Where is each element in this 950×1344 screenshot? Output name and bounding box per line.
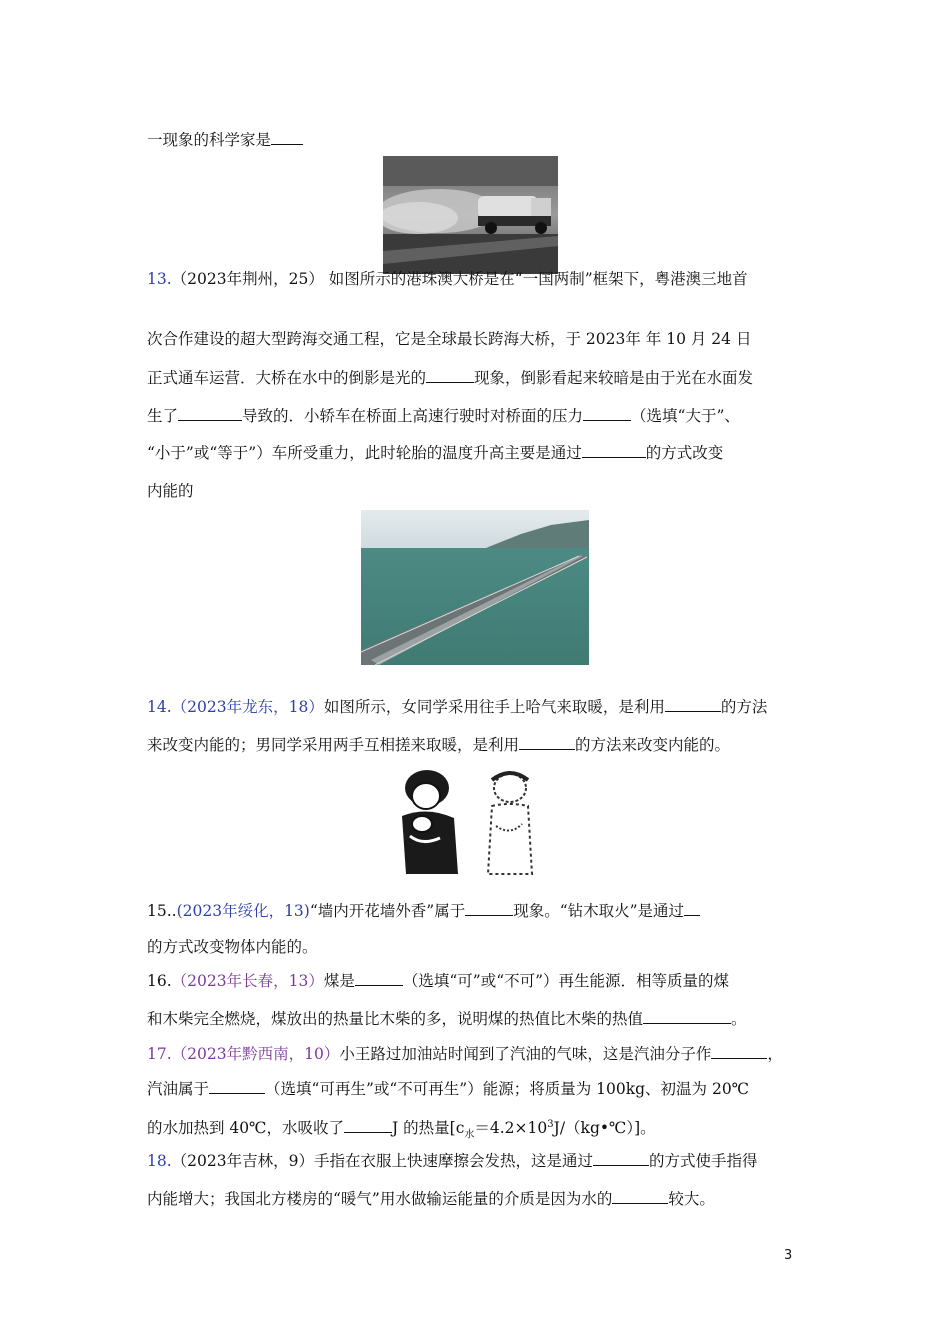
- answer-blank[interactable]: [519, 735, 575, 750]
- q13-line-4: 生了 导致的．小轿车在桥面上高速行驶时对桥面的压力 （选填“大于”、: [147, 407, 740, 425]
- answer-blank[interactable]: [271, 130, 303, 145]
- q16-line-2: 和木柴完全燃烧，煤放出的热量比木柴的多，说明煤的热值比木柴的热值 。: [147, 1010, 747, 1028]
- answer-blank[interactable]: [643, 1009, 731, 1024]
- q15-line-2: 的方式改变物体内能的。: [147, 938, 318, 956]
- q18-line-1: 18.（2023年吉林，9）手指在衣服上快速摩擦会发热，这是通过 的方式使手指得: [147, 1152, 758, 1170]
- q13-line-5: “小于”或“等于”）车所受重力，此时轮胎的温度升高主要是通过 的方式改变: [147, 444, 724, 462]
- answer-blank[interactable]: [178, 406, 242, 421]
- spray-truck-photo: [383, 156, 558, 274]
- answer-blank[interactable]: [582, 443, 646, 458]
- answer-blank[interactable]: [465, 901, 513, 916]
- q14-line-2: 来改变内能的；男同学采用两手互相搓来取暖，是利用 的方法来改变内能的。: [147, 736, 731, 754]
- q17-line-1: 17.（2023年黔西南，10）小王路过加油站时闻到了汽油的气味，这是汽油分子作 ，: [147, 1045, 783, 1063]
- q14-line-1: 14.（2023年龙东，18）如图所示，女同学采用往手上哈气来取暖，是利用 的方法: [147, 698, 768, 716]
- q13-line-6: 内能的: [147, 482, 194, 500]
- q16-line-1: 16.（2023年长春，13）煤是 （选填“可”或“不可”）再生能源．相等质量的煤: [147, 972, 730, 990]
- answer-blank[interactable]: [209, 1079, 265, 1094]
- page-number: 3: [784, 1248, 793, 1263]
- answer-blank[interactable]: [711, 1044, 767, 1059]
- answer-blank[interactable]: [583, 406, 631, 421]
- q13-line-1: 13.（2023年荆州，25） 如图所示的港珠澳大桥是在“一国两制”框架下，粤港澳三地首: [147, 270, 748, 288]
- bridge-photo: [361, 510, 589, 665]
- answer-blank[interactable]: [612, 1189, 668, 1204]
- q15-line-1: 15..(2023年绥化，13)“墙内开花墙外香”属于 现象。“钻木取火”是通过: [147, 900, 700, 922]
- continuation-line: 一现象的科学家是: [147, 129, 303, 151]
- q17-line-2: 汽油属于 （选填“可再生”或“不可再生”）能源；将质量为 100kg、初温为 20℃: [147, 1080, 750, 1098]
- answer-blank[interactable]: [593, 1151, 649, 1166]
- answer-blank[interactable]: [344, 1118, 392, 1133]
- q13-line-3: 正式通车运营．大桥在水中的倒影是光的 现象，倒影看起来较暗是由于光在水面发: [147, 369, 754, 387]
- q13-line-2: 次合作建设的超大型跨海交通工程，它是全球最长跨海大桥，于 2023年 年 10 月 24 日: [147, 330, 752, 348]
- q17-line-3: 的水加热到 40℃，水吸收了 J 的热量$[c_水=4.2\times 10^3J/(kg•℃)]$。: [147, 1119, 656, 1141]
- q18-line-2: 内能增大；我国北方楼房的“暖气”用水做输运能量的介质是因为水的 较大。: [147, 1190, 715, 1208]
- answer-blank[interactable]: [684, 901, 700, 916]
- answer-blank[interactable]: [665, 697, 721, 712]
- students-cartoon: [392, 766, 547, 878]
- answer-blank[interactable]: [426, 368, 474, 383]
- answer-blank[interactable]: [355, 971, 403, 986]
